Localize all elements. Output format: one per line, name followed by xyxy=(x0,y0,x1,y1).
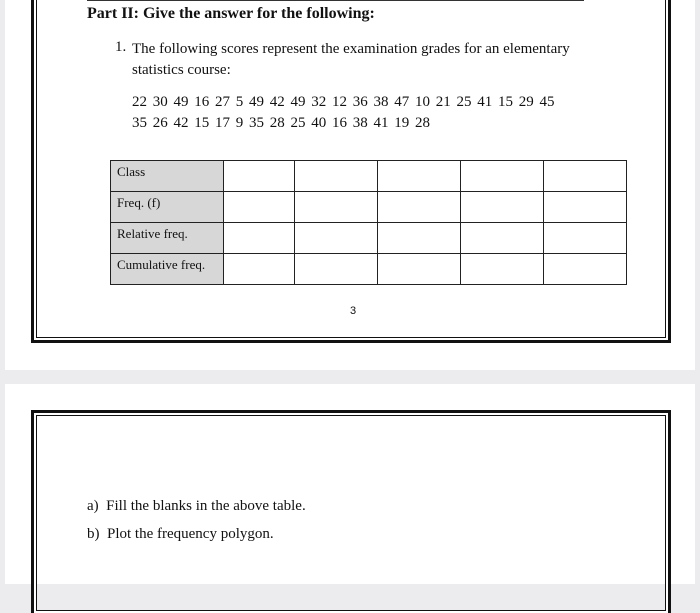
frequency-table xyxy=(110,160,627,285)
question-text: The following scores represent the examination grades for an elementary statistics course: xyxy=(132,41,570,78)
task-b-label: b) xyxy=(87,526,100,542)
blank-cell xyxy=(544,254,627,285)
blank-cell xyxy=(224,223,295,254)
blank-cell xyxy=(378,223,461,254)
blank-cell xyxy=(461,161,544,192)
question-number: 1. xyxy=(115,39,127,55)
blank-cell xyxy=(544,223,627,254)
scores-list xyxy=(132,92,632,134)
task-a xyxy=(87,498,306,515)
blank-cell xyxy=(295,223,378,254)
blank-cell xyxy=(378,254,461,285)
page-number: 3 xyxy=(350,305,357,317)
blank-cell xyxy=(544,161,627,192)
top-rule xyxy=(87,0,584,1)
row-label-class: Class xyxy=(111,161,224,192)
blank-cell xyxy=(461,223,544,254)
blank-cell xyxy=(224,254,295,285)
table-row-class xyxy=(111,161,627,192)
task-a-label: a) xyxy=(87,498,99,514)
scores-line-2: 35 26 42 15 17 9 35 28 25 40 16 38 41 19 28 xyxy=(132,115,430,131)
table-row-cumulative-freq xyxy=(111,254,627,285)
scores-line-1: 22 30 49 16 27 5 49 42 49 32 12 36 38 47 10 21 25 41 15 29 45 xyxy=(132,94,555,110)
blank-cell xyxy=(224,161,295,192)
table-row-relative-freq xyxy=(111,223,627,254)
document-page-1 xyxy=(5,0,695,370)
task-b xyxy=(87,526,274,543)
task-a-text: Fill the blanks in the above table. xyxy=(106,498,306,514)
blank-cell xyxy=(224,192,295,223)
blank-cell xyxy=(295,192,378,223)
part-heading: Part II: Give the answer for the following: xyxy=(87,5,375,22)
blank-cell xyxy=(544,192,627,223)
task-b-text: Plot the frequency polygon. xyxy=(107,526,274,542)
row-label-freq: Freq. (f) xyxy=(111,192,224,223)
blank-cell xyxy=(461,192,544,223)
table-row-freq xyxy=(111,192,627,223)
blank-cell xyxy=(378,161,461,192)
blank-cell xyxy=(295,161,378,192)
blank-cell xyxy=(461,254,544,285)
row-label-relative-freq: Relative freq. xyxy=(111,223,224,254)
document-page-2 xyxy=(5,384,695,584)
blank-cell xyxy=(295,254,378,285)
row-label-cumulative-freq: Cumulative freq. xyxy=(111,254,224,285)
blank-cell xyxy=(378,192,461,223)
